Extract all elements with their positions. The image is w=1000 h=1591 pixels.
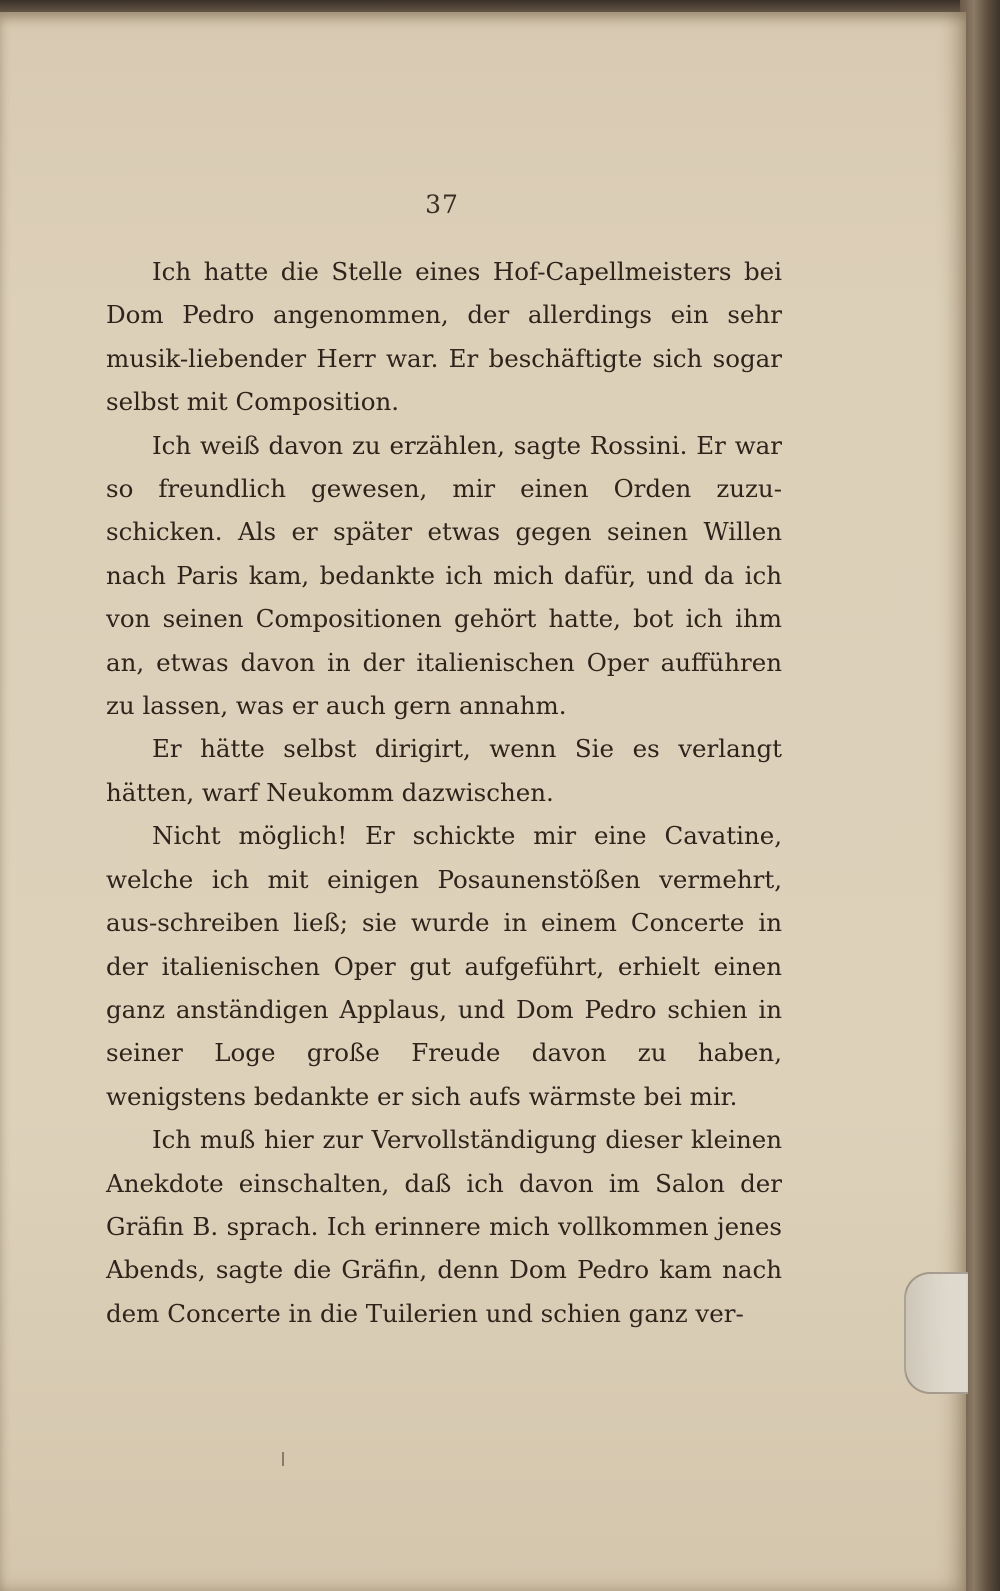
paragraph-2: Ich weiß davon zu erzählen, sagte Rossini. Er war so freundlich gewesen, mir einen Orden zuzu-schicken. Als er später etwas gegen seinen Willen nach Paris kam, bedankte ich mich dafür, und da ich von seinen Compositionen gehört hatte, bot ich ihm an, etwas davon in der italienischen Oper aufführen zu lassen, was er auch gern annahm. [106, 430, 782, 721]
ink-mark [282, 1452, 284, 1466]
paragraph-4: Nicht möglich! Er schickte mir eine Cavatine, welche ich mit einigen Posaunenstößen vermehrt, aus-schreiben ließ; sie wurde in einem Concerte in der italienischen Oper gut aufgeführt, erhielt einen ganz anständigen Applaus, und Dom Pedro schien in seiner Loge große Freude davon zu haben, wenigstens bedankte er sich aufs wärmste bei mir. [106, 821, 782, 1111]
paragraph-1: Ich hatte die Stelle eines Hof-Capellmeisters bei Dom Pedro angenommen, der allerdings ein sehr musik-liebender Herr war. Er beschäftigte sich sogar selbst mit Composition. [106, 257, 782, 417]
book-page [0, 12, 966, 1591]
page-tab-marker [904, 1272, 968, 1394]
paragraph-3: Er hätte selbst dirigirt, wenn Sie es verlangt hätten, warf Neukomm dazwischen. [106, 734, 782, 807]
paragraph-5: Ich muß hier zur Vervollständigung dieser kleinen Anekdote einschalten, daß ich davon im Salon der Gräfin B. sprach. Ich erinnere mich vollkommen jenes Abends, sagte die Gräfin, denn Dom Pedro kam nach dem Concerte in die Tuilerien und schien ganz ver- [106, 1125, 782, 1328]
body-text [106, 250, 782, 1335]
page-number: 37 [425, 190, 459, 219]
